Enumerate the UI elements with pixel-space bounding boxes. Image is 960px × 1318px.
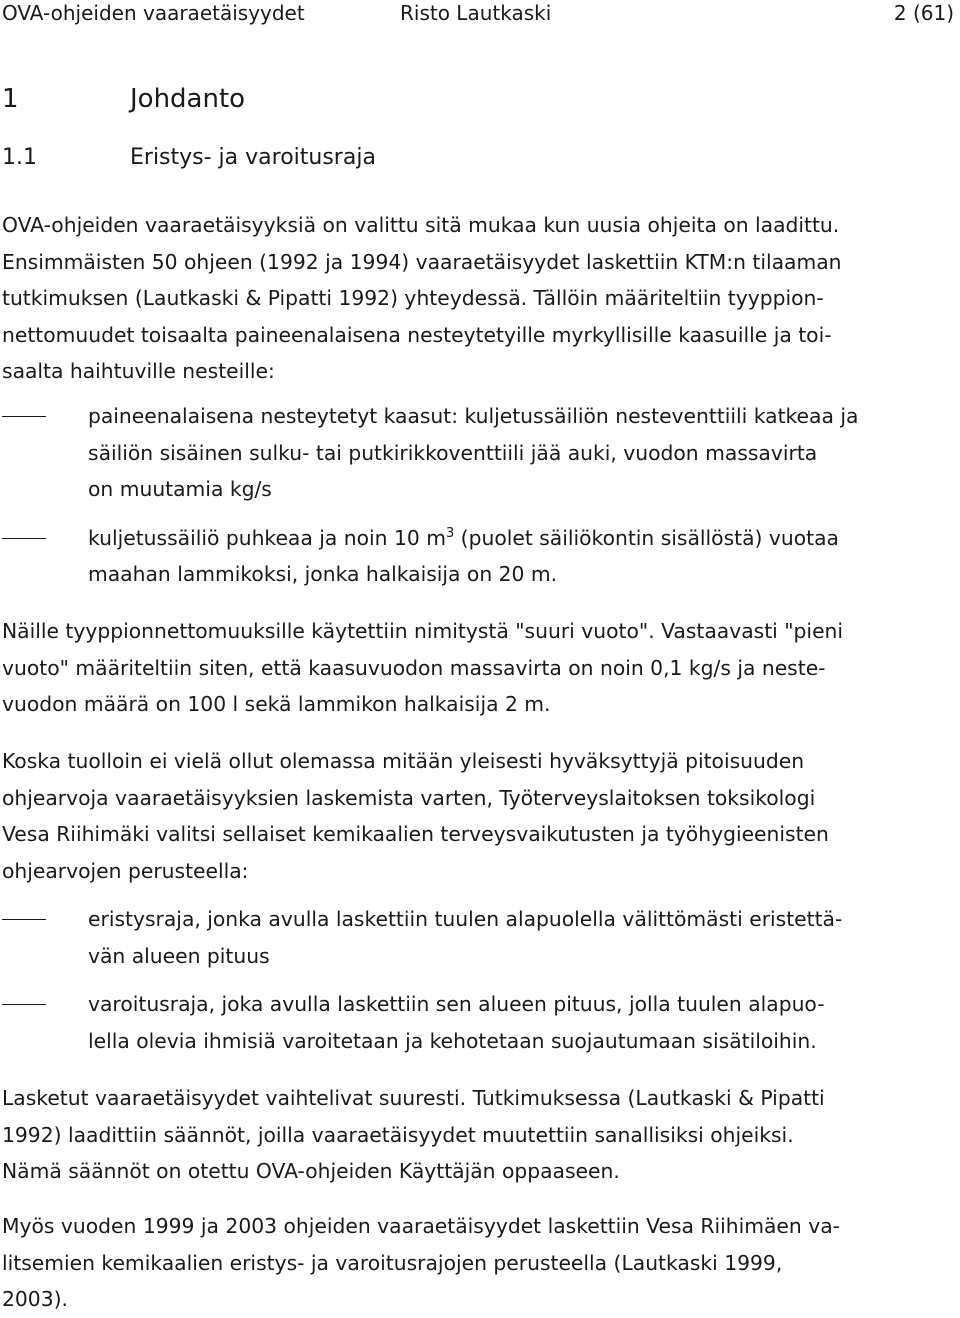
list-item (2, 398, 954, 508)
paragraph-guideline-values (2, 743, 954, 889)
subsection-number: 1.1 (2, 145, 37, 170)
list-item (2, 986, 954, 1059)
text-line: ohjearvoja vaaraetäisyyksien laskemista varten, Työterveyslaitoksen toksikologi (2, 785, 816, 810)
text-line: Vesa Riihimäki valitsi sellaiset kemikaalien terveysvaikutusten ja työhygieenisten (2, 822, 829, 847)
text-line: litsemien kemikaalien eristys- ja varoitusrajojen perusteella (Lautkaski 1999, (2, 1250, 783, 1275)
section-number: 1 (2, 84, 19, 114)
text-line: OVA-ohjeiden vaaraetäisyyksiä on valittu sitä mukaa kun uusia ohjeita on laadittu. (2, 213, 840, 237)
text-line: säiliön sisäinen sulku- tai putkirikkoventtiili jää auki, vuodon massavirta (88, 440, 818, 465)
text-line: 2003). (2, 1287, 68, 1312)
header-document-title: OVA-ohjeiden vaaraetäisyydet (2, 1, 305, 25)
list-item (2, 901, 954, 974)
page-header (2, 0, 954, 28)
header-author: Risto Lautkaski (400, 1, 552, 25)
text-line: eristysraja, jonka avulla laskettiin tuulen alapuolella välittömästi eristettä- (88, 907, 843, 931)
superscript: 3 (445, 525, 455, 541)
subsection-title: Eristys- ja varoitusraja (130, 145, 376, 170)
text-line: Myös vuoden 1999 ja 2003 ohjeiden vaaraetäisyydet laskettiin Vesa Riihimäen va- (2, 1214, 840, 1238)
text-line: Koska tuolloin ei vielä ollut olemassa mitään yleisesti hyväksyttyjä pitoisuuden (2, 749, 805, 773)
text-line: varoitusraja, joka avulla laskettiin sen alueen pituus, jolla tuulen alapuo- (88, 992, 825, 1017)
dash-bullet (2, 416, 46, 417)
limits-list (2, 901, 954, 1059)
text-line: paineenalaisena nesteytetyt kaasut: kuljetussäiliön nesteventtiili katkeaa ja (88, 404, 859, 428)
paragraph-rules (2, 1080, 954, 1190)
text-fragment: (puolet säiliökontin sisällöstä) vuotaa (454, 525, 839, 550)
text-line: nettomuudet toisaalta paineenalaisena nesteytetyille myrkyllisille kaasuille ja toi- (2, 322, 832, 347)
text-line: lella olevia ihmisiä varoitetaan ja kehotetaan suojautumaan sisätiloihin. (88, 1028, 817, 1053)
header-page-number: 2 (61) (893, 1, 954, 25)
section-title: Johdanto (130, 84, 246, 114)
paragraph-leak-definitions (2, 613, 954, 723)
text-line: vuoto" määriteltiin siten, että kaasuvuodon massavirta on noin 0,1 kg/s ja neste- (2, 655, 826, 680)
accident-types-list (2, 398, 954, 593)
text-line: on muutamia kg/s (88, 477, 272, 502)
text-line: maahan lammikoksi, jonka halkaisija on 20 m. (88, 562, 558, 587)
text-line: ohjearvojen perusteella: (2, 858, 249, 883)
paragraph-intro (2, 207, 954, 390)
dash-bullet (2, 1004, 46, 1005)
dash-bullet (2, 919, 46, 920)
text-fragment: kuljetussäiliö puhkeaa ja noin 10 m (88, 525, 446, 550)
list-item (2, 520, 954, 593)
text-line: saalta haihtuville nesteille: (2, 359, 275, 384)
text-line: vuodon määrä on 100 l sekä lammikon halkaisija 2 m. (2, 692, 551, 717)
text-line: 1992) laadittiin säännöt, joilla vaaraetäisyydet muutettiin sanallisiksi ohjeiksi. (2, 1122, 794, 1147)
dash-bullet (2, 538, 46, 539)
text-line: Ensimmäisten 50 ohjeen (1992 ja 1994) vaaraetäisyydet laskettiin KTM:n tilaaman (2, 249, 842, 274)
text-line (88, 520, 954, 557)
text-line: Lasketut vaaraetäisyydet vaihtelivat suuresti. Tutkimuksessa (Lautkaski & Pipatti (2, 1086, 825, 1110)
text-line: Nämä säännöt on otettu OVA-ohjeiden Käyttäjän oppaaseen. (2, 1159, 620, 1184)
text-line: tutkimuksen (Lautkaski & Pipatti 1992) yhteydessä. Tällöin määriteltiin tyyppion- (2, 286, 824, 311)
paragraph-later-guidelines (2, 1208, 954, 1318)
text-line: vän alueen pituus (88, 943, 270, 968)
text-line: Näille tyyppionnettomuuksille käytettiin nimitystä "suuri vuoto". Vastaavasti "pieni (2, 619, 844, 643)
